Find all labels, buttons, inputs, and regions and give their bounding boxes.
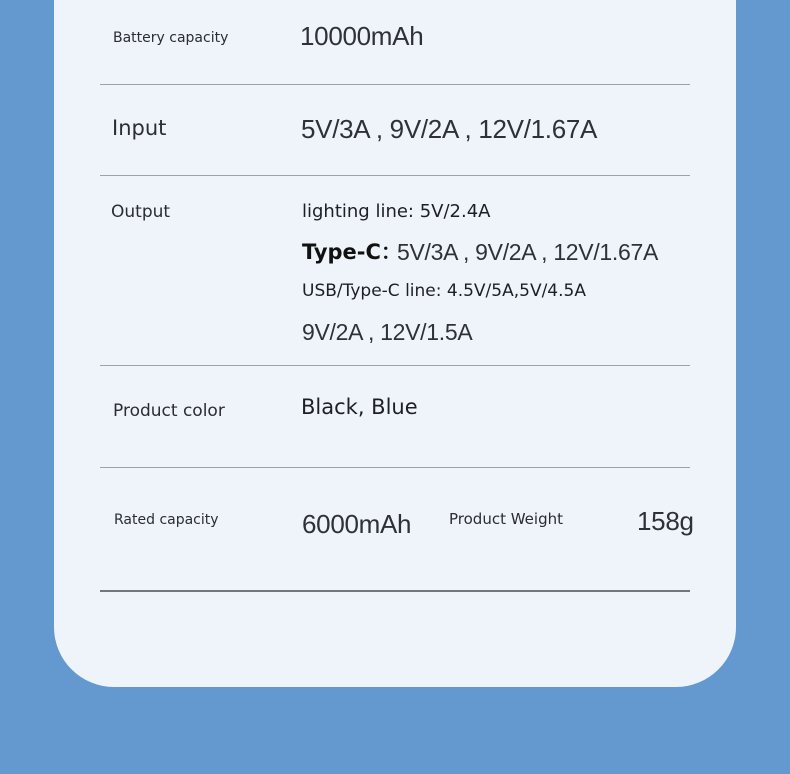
product-color-label: Product color — [113, 401, 225, 421]
product-color-value: Black, Blue — [301, 395, 418, 419]
row-divider — [100, 467, 690, 468]
battery-capacity-value: 10000mAh — [300, 21, 424, 51]
row-divider — [100, 84, 690, 85]
output-type-c-prefix: Type-C： — [302, 240, 402, 264]
rated-capacity-value: 6000mAh — [302, 509, 412, 539]
output-usb-type-c-line: USB/Type-C line: 4.5V/5A,5V/4.5A — [302, 281, 586, 301]
input-value: 5V/3A , 9V/2A , 12V/1.67A — [301, 114, 598, 144]
row-divider — [100, 175, 690, 176]
row-divider — [100, 590, 690, 592]
input-label: Input — [112, 116, 167, 140]
product-weight-label: Product Weight — [449, 510, 563, 528]
output-usb-type-c-line-cont: 9V/2A , 12V/1.5A — [302, 319, 473, 345]
product-weight-value: 158g — [637, 506, 694, 536]
output-type-c-values: 5V/3A , 9V/2A , 12V/1.67A — [397, 239, 659, 265]
rated-capacity-label: Rated capacity — [114, 512, 219, 528]
row-divider — [100, 365, 690, 366]
battery-capacity-label: Battery capacity — [113, 30, 229, 46]
output-lighting-line: lighting line: 5V/2.4A — [302, 201, 491, 222]
output-label: Output — [111, 202, 171, 222]
